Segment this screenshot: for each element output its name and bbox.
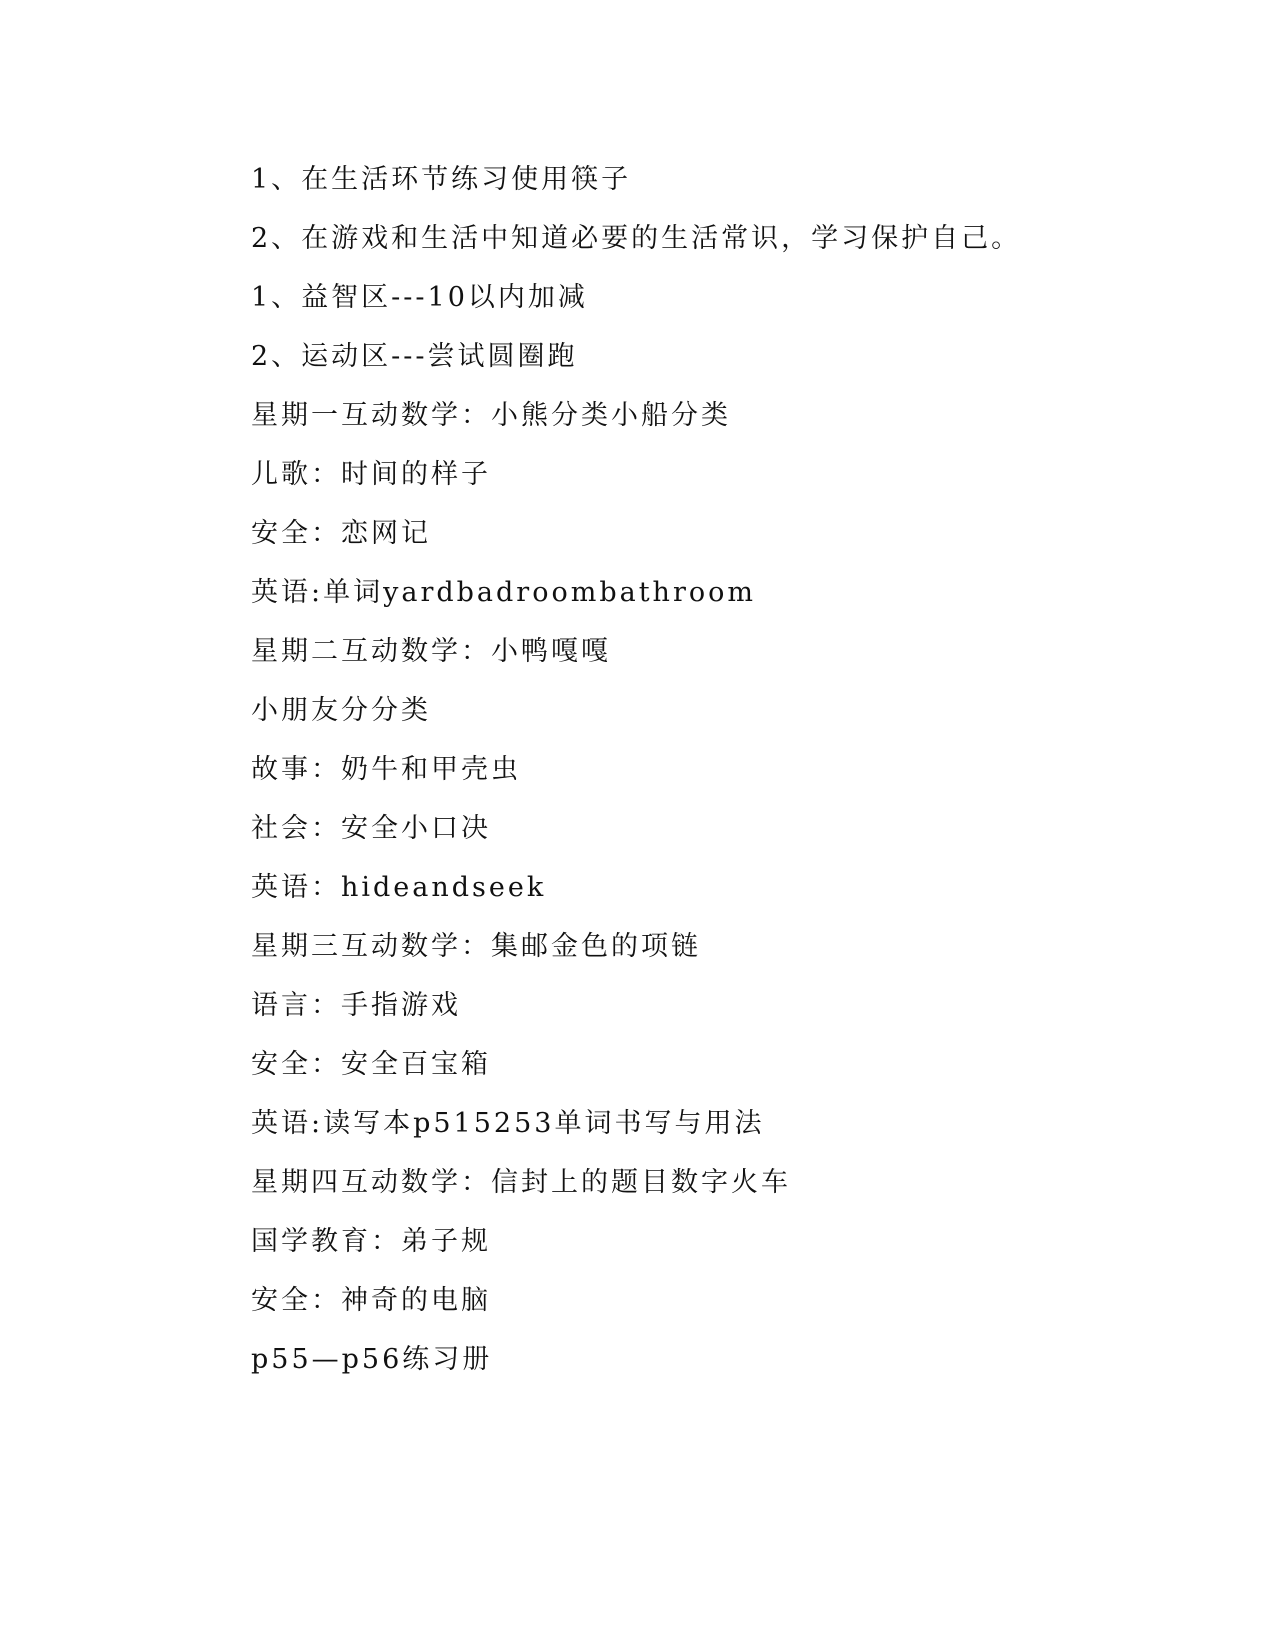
text-line: 星期一互动数学：小熊分类小船分类 (251, 400, 731, 431)
text-line: 国学教育：弟子规 (251, 1226, 491, 1257)
text-body (251, 160, 1021, 1399)
text-line: 2、在游戏和生活中知道必要的生活常识，学习保护自己。 (251, 223, 1022, 254)
text-line: 星期三互动数学：集邮金色的项链 (251, 931, 701, 962)
text-line: 安全：安全百宝箱 (251, 1049, 491, 1080)
text-line: 1、在生活环节练习使用筷子 (251, 164, 632, 195)
text-line: 2、运动区---尝试圆圈跑 (251, 341, 578, 372)
text-line: 1、益智区---10以内加减 (251, 282, 588, 313)
text-line: 星期二互动数学：小鸭嘎嘎 (251, 636, 611, 667)
text-line: p55—p56练习册 (251, 1344, 493, 1375)
text-line: 社会：安全小口决 (251, 813, 491, 844)
text-line: 儿歌：时间的样子 (251, 459, 491, 490)
text-line: 小朋友分分类 (251, 695, 431, 726)
text-line: 星期四互动数学：信封上的题目数字火车 (251, 1167, 791, 1198)
text-line: 英语:单词yardbadroombathroom (251, 577, 756, 608)
text-line: 语言：手指游戏 (251, 990, 461, 1021)
text-line: 安全：恋网记 (251, 518, 431, 549)
text-line: 英语:读写本p515253单词书写与用法 (251, 1108, 765, 1139)
text-line: 故事：奶牛和甲壳虫 (251, 754, 521, 785)
text-line: 安全：神奇的电脑 (251, 1285, 491, 1316)
text-line: 英语：hideandseek (251, 872, 547, 903)
